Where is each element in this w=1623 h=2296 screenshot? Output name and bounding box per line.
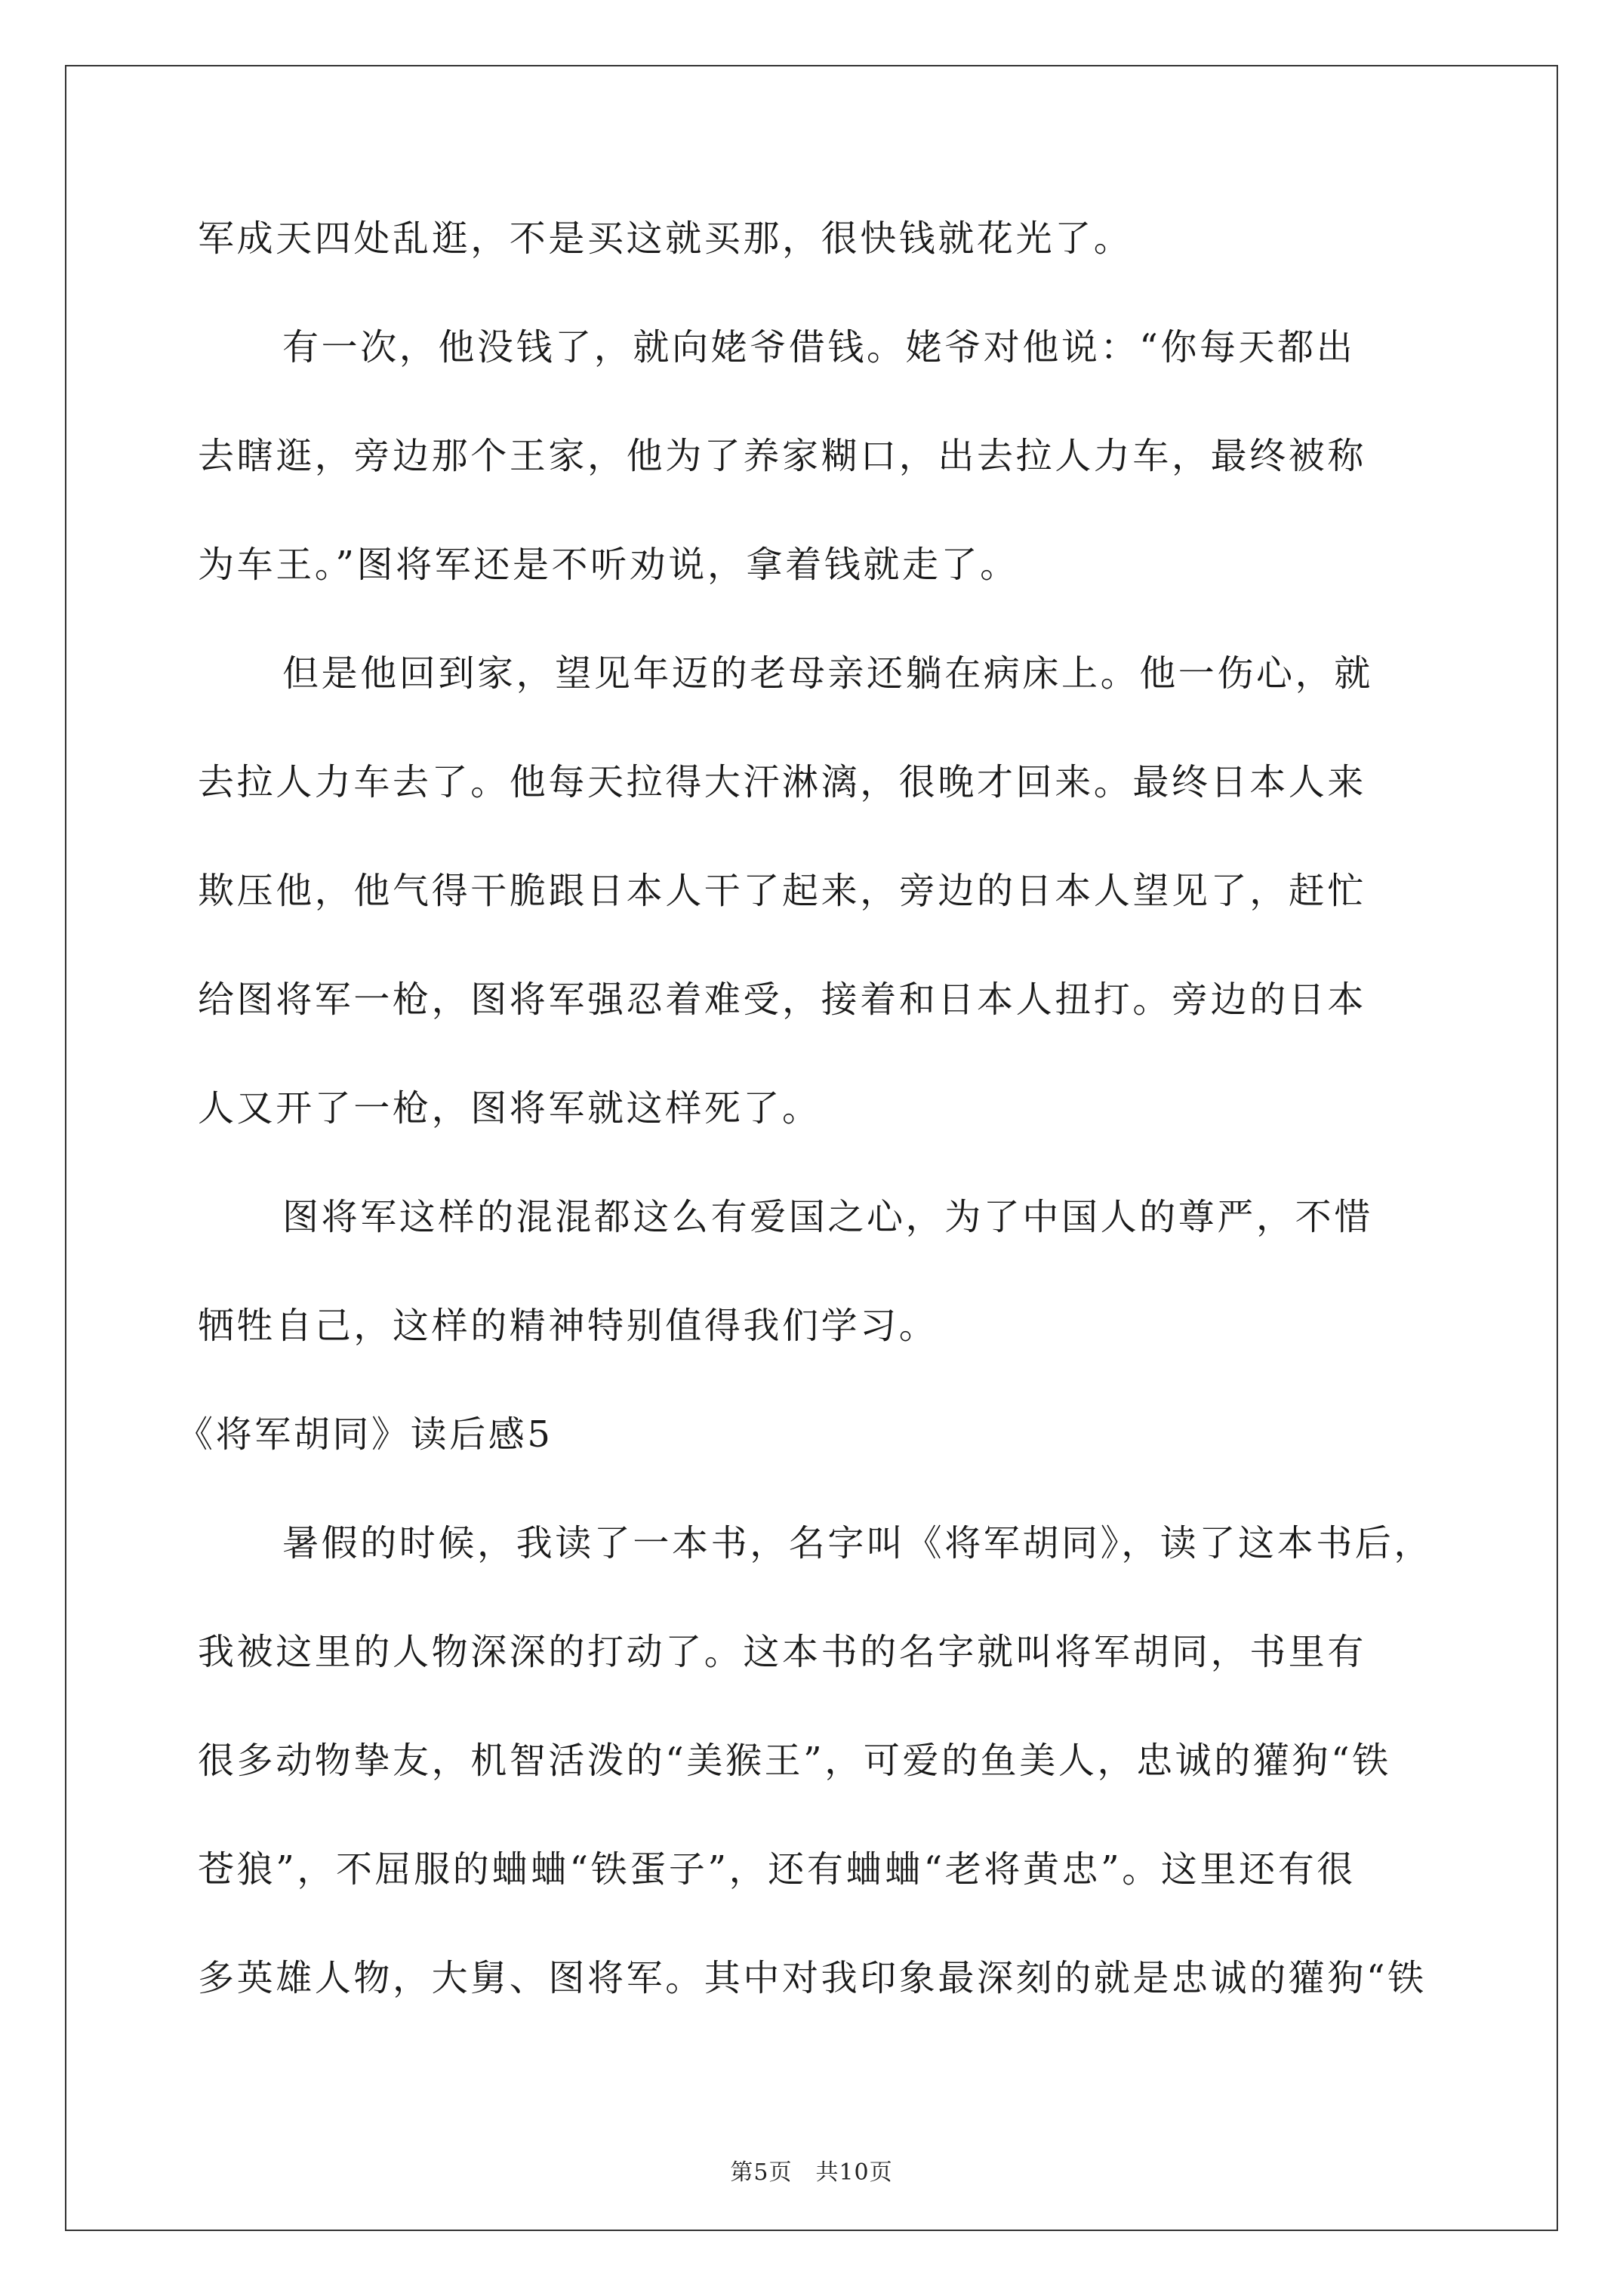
- document-body: [177, 184, 1436, 2032]
- text-line: 军成天四处乱逛，不是买这就买那，很快钱就花光了。: [198, 217, 1133, 260]
- text-line: 多英雄人物，大舅、图将军。其中对我印象最深刻的就是忠诚的獾狗“铁: [198, 1957, 1427, 1999]
- text-line: 为车王。”图将军还是不听劝说，拿着钱就走了。: [198, 544, 1019, 586]
- text-line: 但是他回到家，望见年迈的老母亲还躺在病床上。他一伤心，就: [282, 652, 1373, 695]
- section-heading: 《将军胡同》读后感5: [177, 1413, 553, 1456]
- text-line: 图将军这样的混混都这么有爱国之心，为了中国人的尊严，不惜: [282, 1196, 1373, 1238]
- text-line: 去拉人力车去了。他每天拉得大汗淋漓，很晚才回来。最终日本人来: [198, 761, 1367, 803]
- text-line: 很多动物挚友，机智活泼的“美猴王”，可爱的鱼美人，忠诚的獾狗“铁: [198, 1740, 1391, 1782]
- text-line: 我被这里的人物深深的打动了。这本书的名字就叫将军胡同，书里有: [198, 1631, 1367, 1673]
- text-line: 暑假的时候，我读了一本书，名字叫《将军胡同》，读了这本书后，: [282, 1522, 1434, 1564]
- text-line: 有一次，他没钱了，就向姥爷借钱。姥爷对他说：“你每天都出: [282, 326, 1356, 368]
- text-line: 人又开了一枪，图将军就这样死了。: [198, 1087, 821, 1130]
- text-line: 给图将军一枪，图将军强忍着难受，接着和日本人扭打。旁边的日本: [198, 978, 1367, 1021]
- page-number-footer: 第5页 共10页: [730, 2159, 893, 2186]
- text-line: 牺牲自己，这样的精神特别值得我们学习。: [198, 1305, 938, 1347]
- text-line: 欺压他，他气得干脆跟日本人干了起来，旁边的日本人望见了，赶忙: [198, 870, 1367, 912]
- text-line: 苍狼”，不屈服的蛐蛐“铁蛋子”，还有蛐蛐“老将黄忠”。这里还有很: [198, 1848, 1356, 1891]
- text-line: 去瞎逛，旁边那个王家，他为了养家糊口，出去拉人力车，最终被称: [198, 435, 1367, 477]
